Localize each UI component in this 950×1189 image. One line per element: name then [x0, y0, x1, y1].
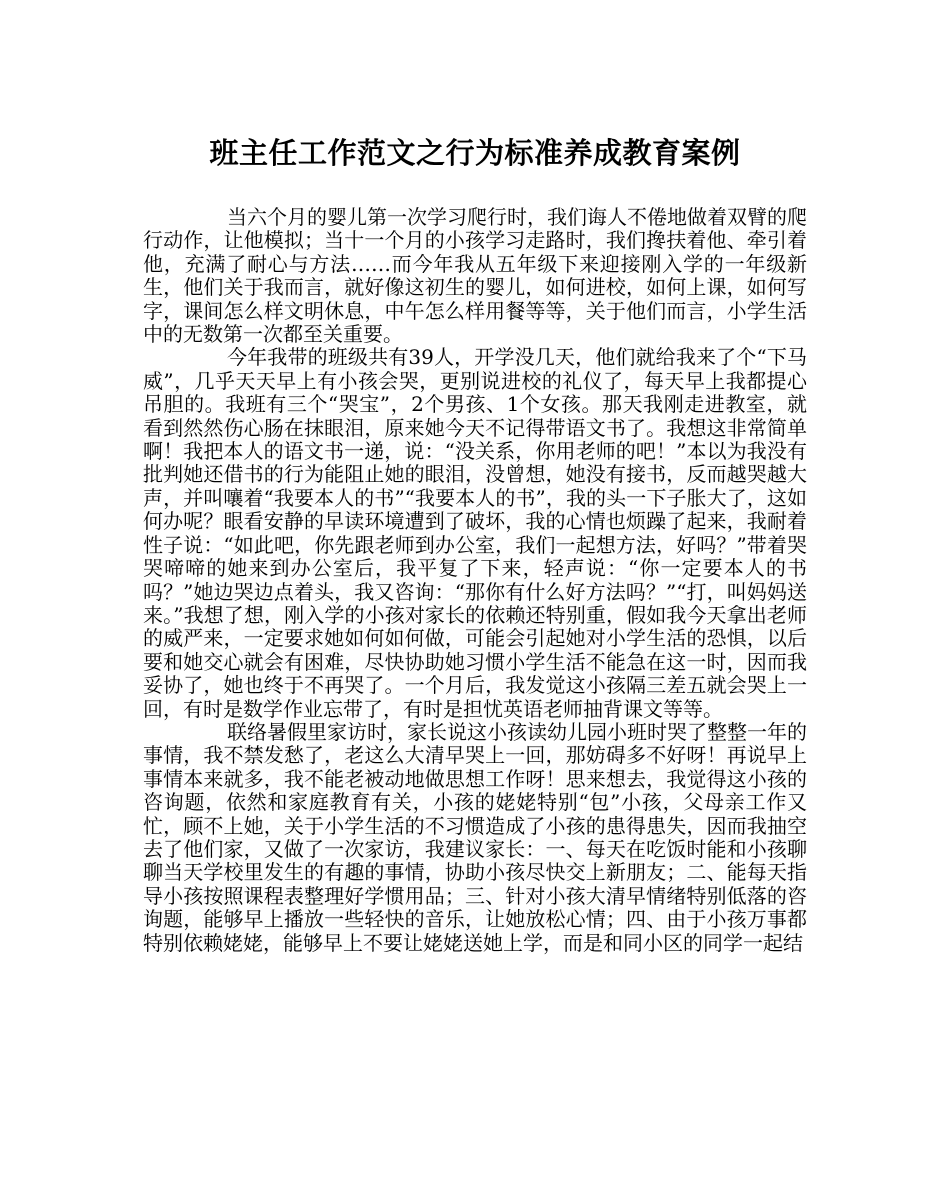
- document-title: 班主任工作范文之行为标准养成教育案例: [209, 136, 741, 170]
- paragraph-3: 联络暑假里家访时，家长说这小孩读幼儿园小班时哭了整整一年的事情，我不禁发愁了，老这么大清早哭上一回，那妨碍多不好呀！再说早上事情本来就多，我不能老被动地做思想工作呀！思来想去，我觉得这小孩的咨询题，依然和家庭教育有关，小孩的姥姥特别“包”小孩，父母亲工作又忙，顾不上她，关于小学生活的不习惯造成了小孩的患得患失，因而我抽空去了他们家，又做了一次家访，我建议家长：一、每天在吃饭时能和小孩聊聊当天学校里发生的有趣的事情，协助小孩尽快交上新朋友；二、能每天指导小孩按照课程表整理好学惯用品；三、针对小孩大清早情绪特别低落的咨询题，能够早上播放一些轻快的音乐，让她放松心情；四、由于小孩万事都特别依赖姥姥，能够早上不要让姥姥送她上学，而是和同小区的同学一起结: [143, 719, 807, 955]
- paragraph-1: 当六个月的婴儿第一次学习爬行时，我们诲人不倦地做着双臂的爬行动作，让他模拟；当十一个月的小孩学习走路时，我们搀扶着他、牵引着他，充满了耐心与方法……而今年我从五年级下来迎接刚入学的一年级新生，他们关于我而言，就好像这初生的婴儿，如何进校，如何上课，如何写字，课间怎么样文明休息，中午怎么样用餐等等，关于他们而言，小学生活中的无数第一次都至关重要。: [143, 205, 807, 347]
- document-body: [143, 206, 807, 955]
- paragraph-2: 今年我带的班级共有39人，开学没几天，他们就给我来了个“下马威”，几乎天天早上有小孩会哭，更别说进校的礼仪了，每天早上我都提心吊胆的。我班有三个“哭宝”，2个男孩、1个女孩。那天我刚走进教室，就看到然然伤心肠在抹眼泪，原来她今天不记得带语文书了。我想这非常简单啊！我把本人的语文书一递，说：“没关系，你用老师的吧！”本以为我没有批判她还借书的行为能阻止她的眼泪，没曾想，她没有接书，反而越哭越大声，并叫嚷着“我要本人的书”“我要本人的书”，我的头一下子胀大了，这如何办呢？眼看安静的早读环境遭到了破坏，我的心情也烦躁了起来，我耐着性子说：“如此吧，你先跟老师到办公室，我们一起想方法，好吗？”带着哭哭啼啼的她来到办公室后，我平复了下来，轻声说：“你一定要本人的书吗？”她边哭边点着头，我又咨询：“那你有什么好方法吗？”“打，叫妈妈送来。”我想了想，刚入学的小孩对家长的依赖还特别重，假如我今天拿出老师的威严来，一定要求她如何如何做，可能会引起她对小学生活的恐惧，以后要和她交心就会有困难，尽快协助她习惯小学生活不能急在这一时，因而我妥协了，她也终于不再哭了。一个月后，我发觉这小孩隔三差五就会哭上一回，有时是数学作业忘带了，有时是担忧英语老师抽背课文等等。: [143, 345, 807, 721]
